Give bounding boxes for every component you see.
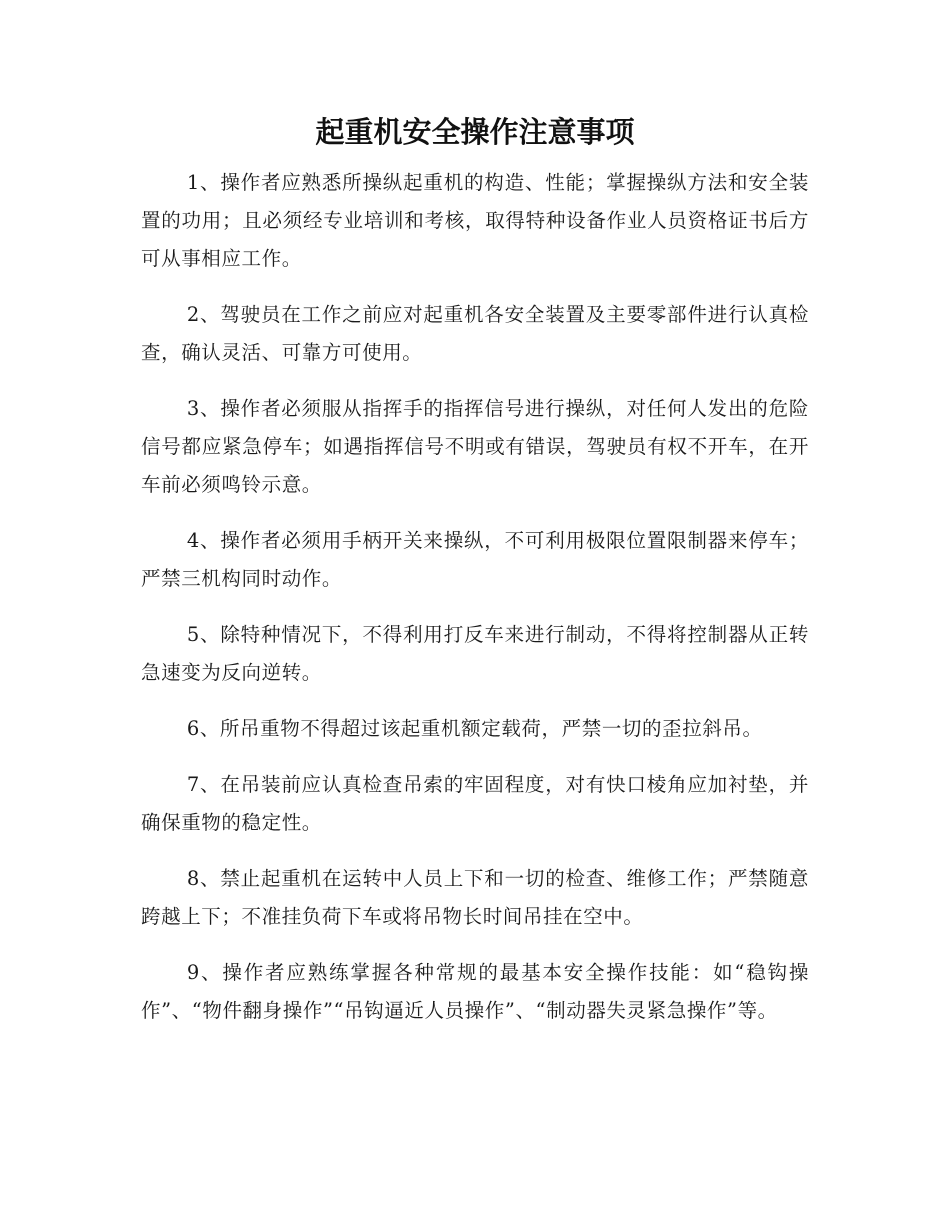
rule-item-7: 7、在吊装前应认真检查吊索的牢固程度，对有快口棱角应加衬垫，并确保重物的稳定性。 <box>141 773 809 834</box>
document-body <box>141 164 809 1048</box>
rule-item-4: 4、操作者必须用手柄开关来操纵，不可利用极限位置限制器来停车；严禁三机构同时动作。 <box>141 529 809 590</box>
rule-item-8: 8、禁止起重机在运转中人员上下和一切的检查、维修工作；严禁随意跨越上下；不准挂负荷下车或将吊物长时间吊挂在空中。 <box>141 867 809 928</box>
document-title: 起重机安全操作注意事项 <box>315 115 635 149</box>
rule-item-1: 1、操作者应熟悉所操纵起重机的构造、性能；掌握操纵方法和安全装置的功用；且必须经专业培训和考核，取得特种设备作业人员资格证书后方可从事相应工作。 <box>141 171 809 270</box>
rule-item-5: 5、除特种情况下，不得利用打反车来进行制动，不得将控制器从正转急速变为反向逆转。 <box>141 623 809 684</box>
rule-item-2: 2、驾驶员在工作之前应对起重机各安全装置及主要零部件进行认真检查，确认灵活、可靠方可使用。 <box>141 303 809 364</box>
rule-item-9: 9、操作者应熟练掌握各种常规的最基本安全操作技能：如“稳钩操作”、“物件翻身操作”“吊钩逼近人员操作”、“制动器失灵紧急操作”等。 <box>141 961 809 1022</box>
rule-item-6: 6、所吊重物不得超过该起重机额定载荷，严禁一切的歪拉斜吊。 <box>186 717 763 740</box>
rule-item-3: 3、操作者必须服从指挥手的指挥信号进行操纵，对任何人发出的危险信号都应紧急停车；如遇指挥信号不明或有错误，驾驶员有权不开车，在开车前必须鸣铃示意。 <box>141 397 809 496</box>
